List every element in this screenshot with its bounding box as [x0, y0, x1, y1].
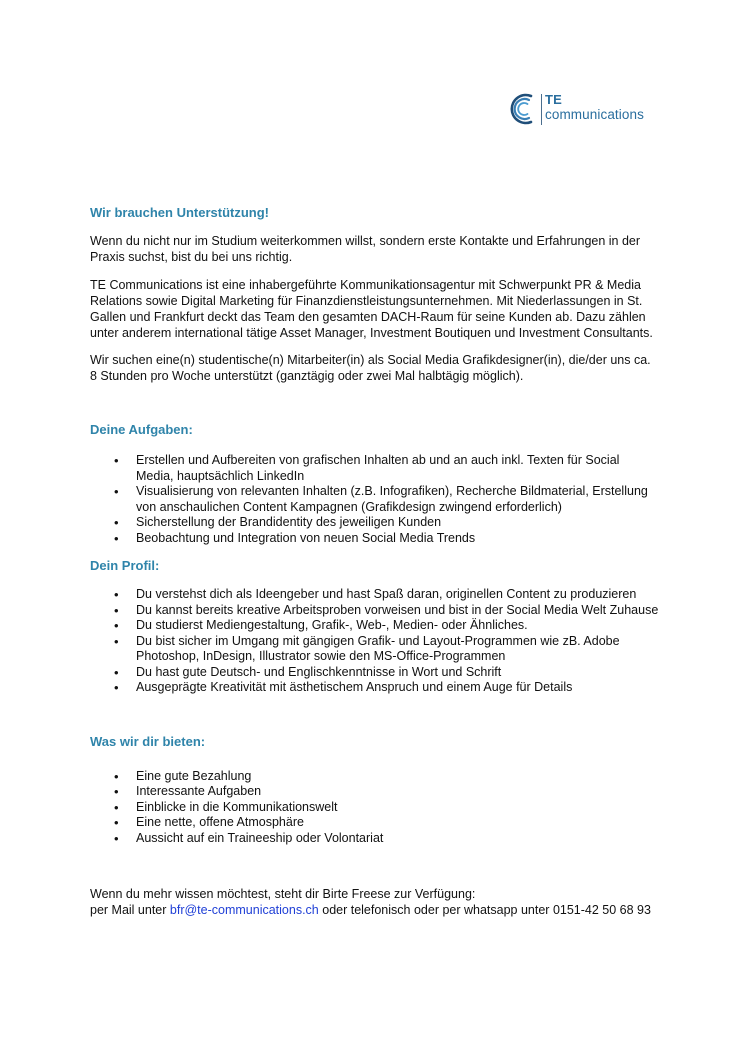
list-item: • Interessante Aufgaben: [90, 784, 660, 800]
heading-support: Wir brauchen Unterstützung!: [90, 205, 269, 220]
logo-text-communications: communications: [545, 107, 644, 122]
list-item: • Eine nette, offene Atmosphäre: [90, 815, 660, 831]
paragraph-intro: Wenn du nicht nur im Studium weiterkommen willst, sondern erste Kontakte und Erfahrungen in der Praxis suchst, bist du bei uns richtig.: [90, 234, 641, 264]
paragraph-about-company: TE Communications ist eine inhabergeführte Kommunikationsagentur mit Schwerpunkt PR & Media Relations sowie Digital Marketing für Finanzdienstleistungsunternehmen. Mit Niederlassungen in St. Gallen und Frankfurt deckt das Team den gesamten DACH-Raum für seine Kunden ab. Dazu zählen unter anderem international tätige Asset Manager, Investment Boutiquen und Investment Consultants.: [90, 278, 653, 340]
list-item: • Du verstehst dich als Ideengeber und hast Spaß daran, originellen Content zu produzieren: [90, 587, 660, 603]
list-item: • Erstellen und Aufbereiten von grafischen Inhalten ab und an auch inkl. Texten für Social Media, hauptsächlich LinkedIn: [90, 453, 660, 484]
list-item: • Du hast gute Deutsch- und Englischkenntnisse in Wort und Schrift: [90, 665, 660, 681]
list-item: • Visualisierung von relevanten Inhalten (z.B. Infografiken), Recherche Bildmaterial, Erstellung von anschaulichen Content Kampagnen (Grafikdesign zwingend erforderlich): [90, 484, 660, 515]
benefits-list: [90, 769, 660, 847]
logo-divider: [541, 94, 542, 125]
heading-tasks: Deine Aufgaben:: [90, 422, 193, 437]
document-body: [90, 205, 660, 918]
company-logo: [509, 92, 669, 128]
tasks-list: [90, 453, 660, 546]
list-item: • Du bist sicher im Umgang mit gängigen Grafik- und Layout-Programmen wie zB. Adobe Photoshop, InDesign, Illustrator sowie den MS-Office-Programmen: [90, 634, 660, 665]
contact-block: [90, 886, 660, 918]
list-item: • Du kannst bereits kreative Arbeitsproben vorweisen und bist in der Social Media Welt Zuhause: [90, 603, 660, 619]
list-item: • Ausgeprägte Kreativität mit ästhetischem Anspruch und einem Auge für Details: [90, 680, 660, 696]
contact-line-1: Wenn du mehr wissen möchtest, steht dir Birte Freese zur Verfügung:: [90, 887, 476, 901]
contact-line-2: [90, 902, 660, 918]
paragraph-position: Wir suchen eine(n) studentische(n) Mitarbeiter(in) als Social Media Grafikdesigner(in), die/der uns ca. 8 Stunden pro Woche unterstützt (ganztägig oder zwei Mal halbtägig möglich).: [90, 353, 651, 383]
heading-benefits: Was wir dir bieten:: [90, 733, 206, 749]
list-item: • Beobachtung und Integration von neuen Social Media Trends: [90, 531, 660, 547]
list-item: • Sicherstellung der Brandidentity des jeweiligen Kunden: [90, 515, 660, 531]
heading-profile: Dein Profil:: [90, 558, 160, 573]
te-logo-icon: [509, 92, 541, 126]
contact-suffix: oder telefonisch oder per whatsapp unter 0151-42 50 68 93: [318, 903, 651, 917]
list-item: • Einblicke in die Kommunikationswelt: [90, 800, 660, 816]
logo-text-te: TE: [545, 92, 563, 107]
list-item: • Eine gute Bezahlung: [90, 769, 660, 785]
list-item: • Du studierst Mediengestaltung, Grafik-, Web-, Medien- oder Ähnliches.: [90, 618, 660, 634]
profile-list: [90, 587, 660, 696]
email-link[interactable]: bfr@te-communications.ch: [169, 903, 319, 917]
contact-prefix: per Mail unter: [90, 903, 170, 917]
list-item: • Aussicht auf ein Traineeship oder Volontariat: [90, 831, 660, 847]
